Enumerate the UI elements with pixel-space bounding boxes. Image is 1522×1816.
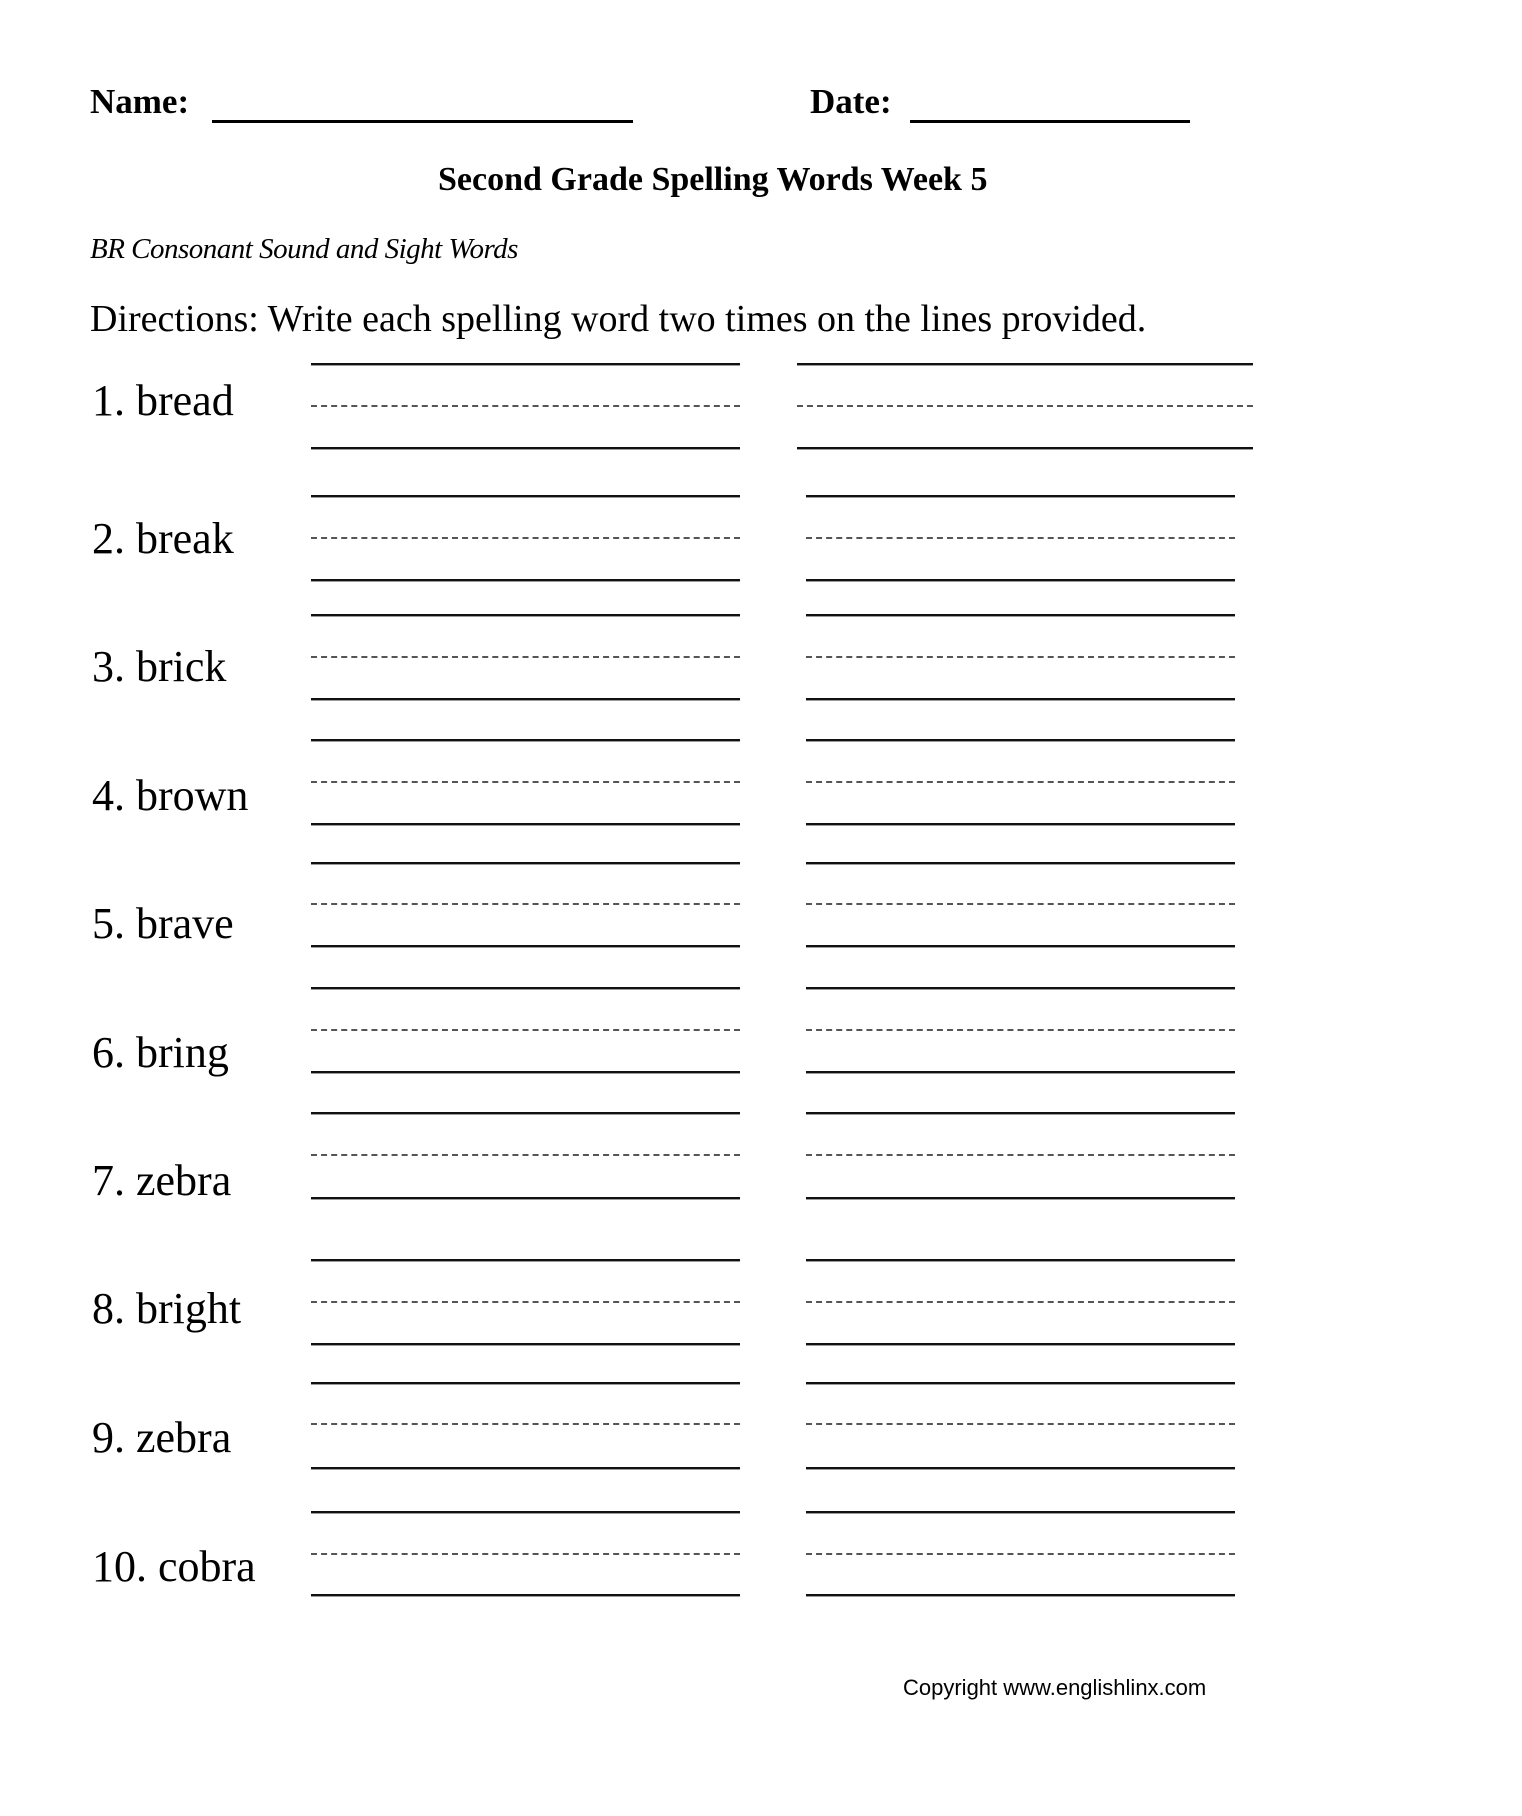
top-line [311,1511,740,1513]
base-line [311,1467,740,1469]
top-line [311,363,740,365]
midline-dashed [806,537,1235,539]
worksheet-subtitle: BR Consonant Sound and Sight Words [90,233,518,265]
base-line [806,1197,1235,1199]
midline-dashed [311,1553,740,1555]
top-line [311,1382,740,1384]
base-line [311,1343,740,1345]
spelling-word-label: 10. cobra [92,1542,256,1591]
base-line [311,945,740,947]
top-line [311,1259,740,1261]
midline-dashed [806,903,1235,905]
base-line [311,447,740,449]
top-line [806,987,1235,989]
base-line [806,1467,1235,1469]
base-line [797,447,1253,449]
midline-dashed [311,656,740,658]
spelling-word-label: 1. bread [92,376,234,425]
top-line [311,739,740,741]
midline-dashed [806,656,1235,658]
base-line [806,698,1235,700]
copyright-text: Copyright www.englishlinx.com [903,1675,1207,1700]
date-field[interactable] [910,120,1190,123]
base-line [311,698,740,700]
midline-dashed [311,903,740,905]
midline-dashed [797,405,1253,407]
top-line [806,739,1235,741]
top-line [311,1112,740,1114]
date-label: Date: [810,82,892,121]
worksheet-title: Second Grade Spelling Words Week 5 [438,161,988,198]
midline-dashed [311,781,740,783]
top-line [806,1511,1235,1513]
top-line [806,614,1235,616]
spelling-word-label: 5. brave [92,899,234,948]
midline-dashed [806,781,1235,783]
name-field[interactable] [212,120,633,123]
spelling-word-label: 2. break [92,514,234,563]
top-line [806,1259,1235,1261]
top-line [311,614,740,616]
midline-dashed [311,1029,740,1031]
midline-dashed [806,1154,1235,1156]
top-line [806,1112,1235,1114]
base-line [806,945,1235,947]
midline-dashed [806,1029,1235,1031]
base-line [806,1071,1235,1073]
spelling-word-label: 7. zebra [92,1156,232,1205]
midline-dashed [806,1301,1235,1303]
midline-dashed [311,537,740,539]
top-line [797,363,1253,365]
spelling-word-label: 8. bright [92,1284,242,1333]
top-line [311,862,740,864]
spelling-word-label: 9. zebra [92,1413,232,1462]
top-line [311,987,740,989]
base-line [806,1594,1235,1596]
top-line [806,1382,1235,1384]
midline-dashed [311,1154,740,1156]
top-line [806,495,1235,497]
name-label: Name: [90,82,190,121]
base-line [311,1594,740,1596]
midline-dashed [806,1423,1235,1425]
base-line [806,823,1235,825]
base-line [311,579,740,581]
midline-dashed [311,1423,740,1425]
midline-dashed [311,405,740,407]
top-line [311,495,740,497]
spelling-word-label: 6. bring [92,1028,229,1077]
base-line [806,579,1235,581]
base-line [311,823,740,825]
midline-dashed [311,1301,740,1303]
top-line [806,862,1235,864]
directions-text: Directions: Write each spelling word two times on the lines provided. [90,298,1147,340]
spelling-word-label: 3. brick [92,642,227,691]
spelling-word-label: 4. brown [92,771,249,820]
base-line [806,1343,1235,1345]
base-line [311,1197,740,1199]
base-line [311,1071,740,1073]
midline-dashed [806,1553,1235,1555]
